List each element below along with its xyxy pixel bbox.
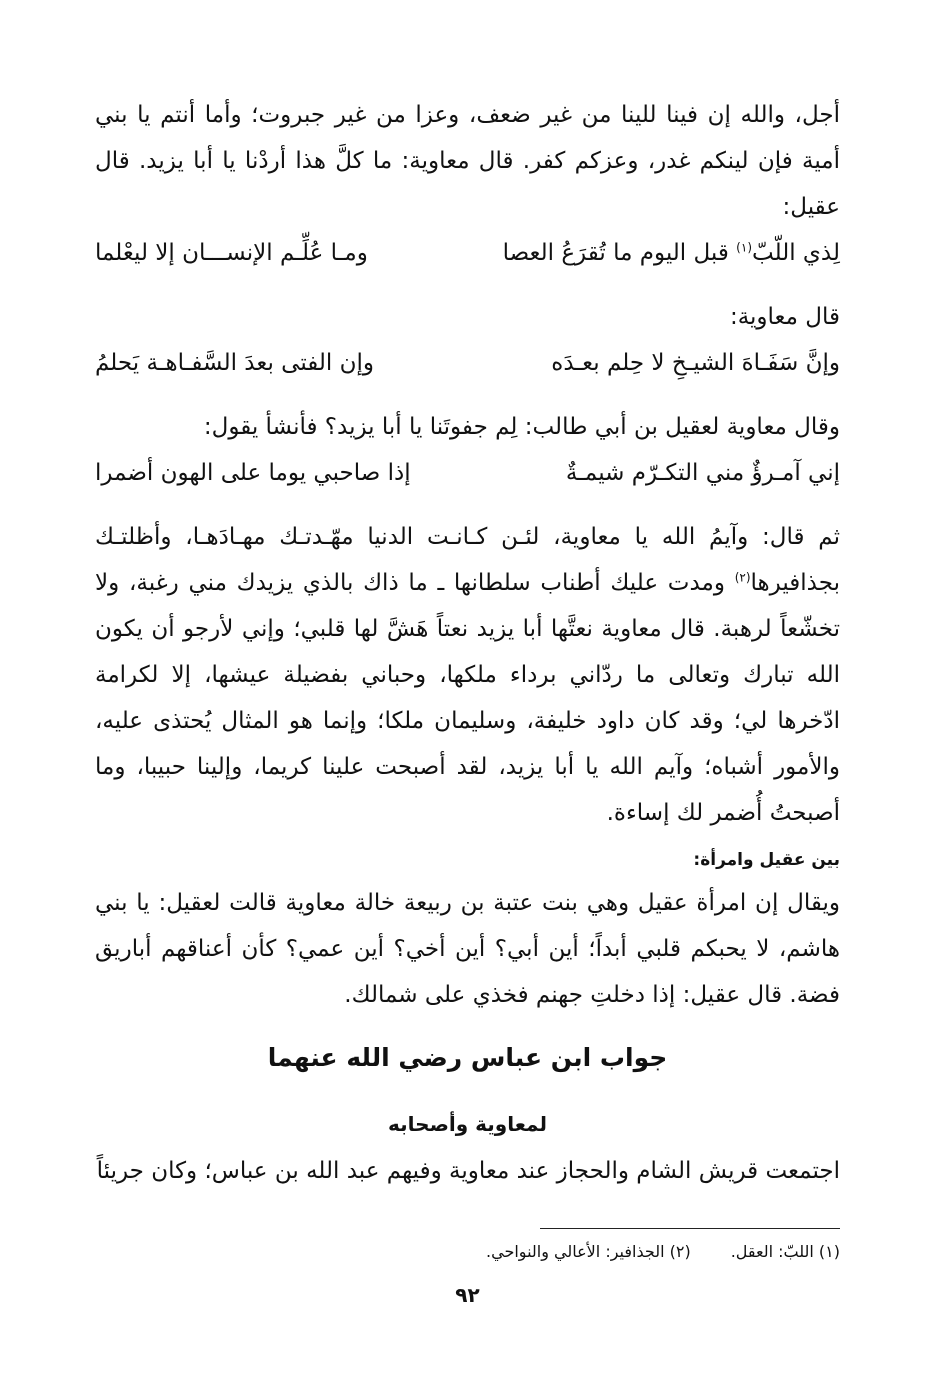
- paragraph-6: اجتمعت قريش الشام والحجاز عند معاوية وفيهم عبد الله بن عباس؛ وكان جريئاً: [96, 1158, 840, 1184]
- footnote-divider: [540, 1228, 840, 1229]
- verse-1-first-hemistich: لِذي اللّبّ$^{(١)}$ قبل اليوم ما تُقرَعُ العصا: [502, 240, 840, 266]
- verse-3-first-hemistich: إني آمـرؤٌ مني التكـرّم شيمـةٌ: [565, 460, 840, 486]
- page-number: ٩٢: [455, 1283, 480, 1307]
- chapter-title: جواب ابن عباس رضي الله عنهما: [267, 1043, 668, 1072]
- footnote-marker-1: (١): [736, 240, 752, 255]
- paragraph-1: أجل، والله إن فينا للينا من غير ضعف، وعزا من غير جبروت؛ وأما أنتم يا بني أمية فإن لينكم غدر، وعزكم كفر. قال معاوية: ما كلَّ هذا أردْنا يا أبا يزيد. قال عقيل:: [95, 102, 840, 220]
- verse-1: [95, 230, 840, 276]
- footnote-marker-2: (٢): [734, 570, 751, 585]
- verse-1-second-hemistich: ومـا عُلِّـم الإنســـان إلا ليعْلما: [95, 240, 368, 266]
- paragraph-2: قال معاوية:: [729, 304, 840, 330]
- paragraph-5: ويقال إن امرأة عقيل وهي بنت عتبة بن ربيعة خالة معاوية قالت لعقيل: يا بني هاشم، لا يحبكم قلبي أبداً؛ أين أبي؟ أين أخي؟ أين عمي؟ كأن أعناقهم أباريق فضة. قال عقيل: إذا دخلتِ جهنم فخذي على شمالك.: [95, 890, 840, 1008]
- verse-2-first-hemistich: وإنَّ سَفَـاهَ الشيـخِ لا حِلم بعـدَه: [551, 350, 840, 376]
- footnote-1: (١) اللبّ: العقل.: [730, 1242, 840, 1261]
- verse-2-second-hemistich: وإن الفتى بعدَ السَّفـاهـة يَحلمُ: [95, 350, 375, 376]
- verse-2: [95, 340, 840, 386]
- chapter-subtitle: لمعاوية وأصحابه: [388, 1112, 547, 1136]
- paragraph-3: وقال معاوية لعقيل بن أبي طالب: لِم جفوتَنا يا أبا يزيد؟ فأنشأ يقول:: [203, 414, 840, 440]
- book-page: [95, 92, 840, 1313]
- footnotes: [95, 1237, 840, 1267]
- paragraph-4: ثم قال: وآيمُ الله يا معاوية، لئـن كـانـت الدنيا مهّـدتـك مهـادَهـا، وأظلتـك بجذافيرها$^{(٢)}$ ومدت عليك أطناب سلطانها ـ ما ذاك بالذي يزيدك مني رغبة، ولا تخشّعاً لرهبة. قال معاوية نعتَّها أبا يزيد نعتاً هَشَّ لها قلبي؛ وإني لأرجو أن يكون الله تبارك وتعالى ما ردّاني برداء ملكها، وحباني بفضيلة عيشها، إلا لكرامة ادّخرها لي؛ وقد كان داود خليفة، وسليمان ملكا؛ وإنما هو المثال يُحتذى عليه، والأمور أشباه؛ وآيم الله يا أبا يزيد، لقد أصبحت علينا كريما، وإلينا حبيبا، وما أصبحتُ أُضمر لك إساءة.: [95, 524, 840, 826]
- footnote-2: (٢) الجذافير: الأعالي والنواحي.: [486, 1242, 691, 1261]
- section-heading: بين عقيل وامرأة:: [693, 850, 840, 870]
- verse-3-second-hemistich: إذا صاحبي يوما على الهون أضمرا: [95, 460, 411, 486]
- verse-3: [95, 450, 840, 496]
